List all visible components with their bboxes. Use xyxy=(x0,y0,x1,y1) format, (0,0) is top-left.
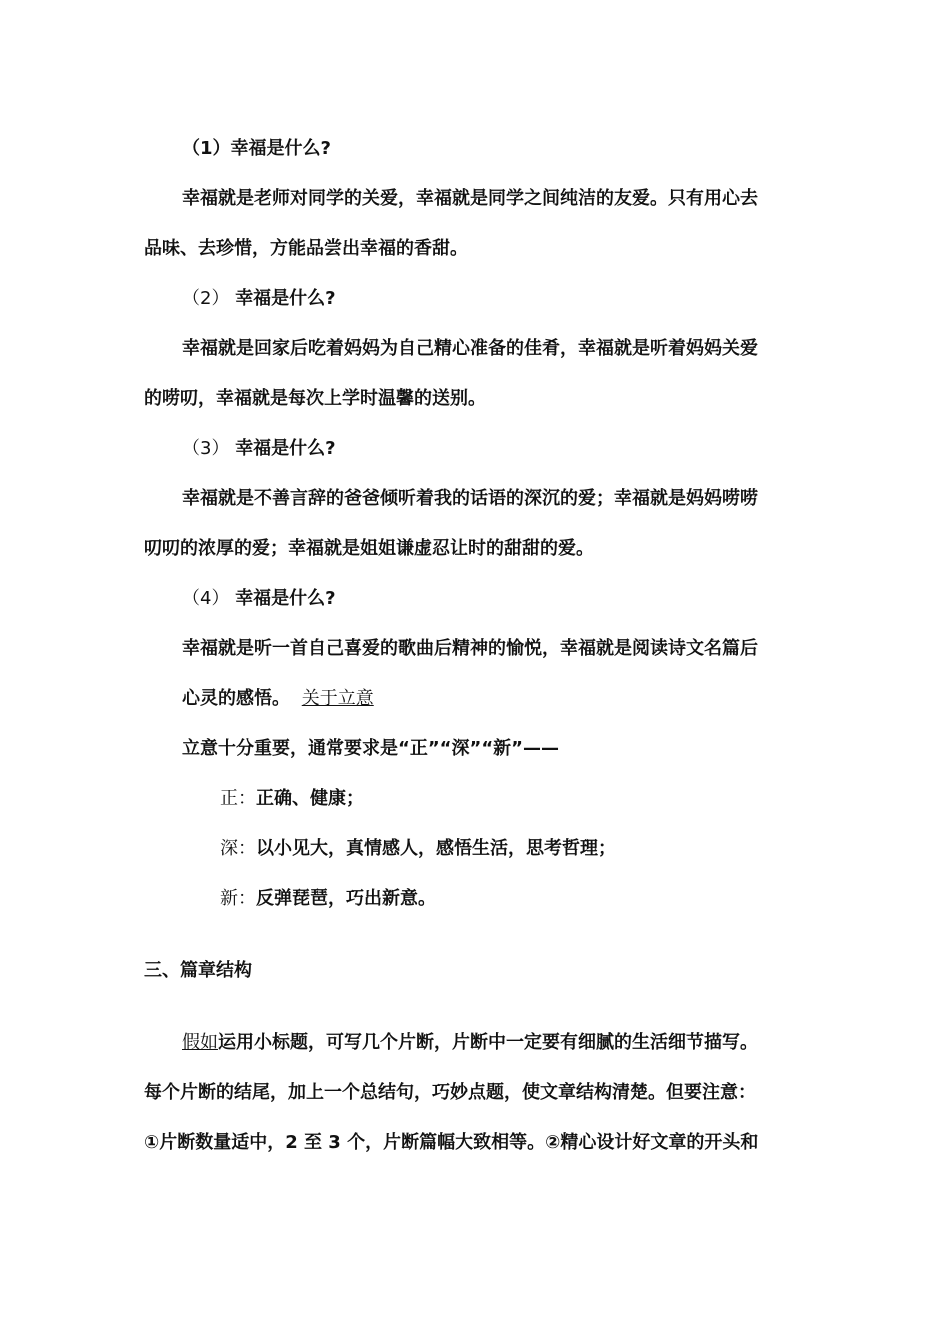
theme-item-zheng xyxy=(220,787,364,811)
structure-link[interactable]: 假如 xyxy=(182,1032,218,1053)
theme-item-text: 反弹琵琶，巧出新意。 xyxy=(256,888,436,909)
question-2 xyxy=(182,287,336,311)
question-4-number: （4） xyxy=(182,588,230,609)
question-3-label: 幸福是什么? xyxy=(235,438,336,459)
theme-item-key: 正： xyxy=(220,788,256,809)
structure-line-1 xyxy=(182,1031,758,1055)
question-4 xyxy=(182,587,336,611)
theme-item-xin xyxy=(220,887,436,911)
theme-item-key: 深： xyxy=(220,838,256,859)
answer-2-line-2: 的唠叨，幸福就是每次上学时温馨的送别。 xyxy=(144,388,486,409)
answer-3-line-1: 幸福就是不善言辞的爸爸倾听着我的话语的深沉的爱；幸福就是妈妈唠唠 xyxy=(182,488,758,509)
section-3-heading: 三、篇章结构 xyxy=(144,960,252,981)
theme-item-key: 新： xyxy=(220,888,256,909)
structure-line-2: 每个片断的结尾，加上一个总结句，巧妙点题，使文章结构清楚。但要注意： xyxy=(144,1082,756,1103)
answer-4-line-2: 心灵的感悟。 xyxy=(182,688,290,709)
structure-line-1-text: 运用小标题，可写几个片断，片断中一定要有细腻的生活细节描写。 xyxy=(218,1032,758,1053)
question-3 xyxy=(182,437,336,461)
question-1: （1）幸福是什么? xyxy=(182,138,331,159)
answer-4-line-1: 幸福就是听一首自己喜爱的歌曲后精神的愉悦，幸福就是阅读诗文名篇后 xyxy=(182,638,758,659)
theme-item-shen xyxy=(220,837,616,861)
question-2-label: 幸福是什么? xyxy=(235,288,336,309)
answer-2-line-1: 幸福就是回家后吃着妈妈为自己精心准备的佳肴，幸福就是听着妈妈关爱 xyxy=(182,338,758,359)
answer-1-line-2: 品味、去珍惜，方能品尝出幸福的香甜。 xyxy=(144,238,468,259)
structure-line-3: ①片断数量适中，2 至 3 个，片断篇幅大致相等。②精心设计好文章的开头和 xyxy=(144,1132,759,1153)
answer-3-line-2: 叨叨的浓厚的爱；幸福就是姐姐谦虚忍让时的甜甜的爱。 xyxy=(144,538,594,559)
answer-1-line-1: 幸福就是老师对同学的关爱，幸福就是同学之间纯洁的友爱。只有用心去 xyxy=(182,188,758,209)
answer-4-line-2-row xyxy=(182,687,374,711)
question-3-number: （3） xyxy=(182,438,230,459)
theme-item-text: 正确、健康； xyxy=(256,788,364,809)
theme-item-text: 以小见大，真情感人，感悟生活，思考哲理； xyxy=(256,838,616,859)
question-4-label: 幸福是什么? xyxy=(235,588,336,609)
question-2-number: （2） xyxy=(182,288,230,309)
theme-link[interactable]: 关于立意 xyxy=(301,688,374,709)
theme-intro: 立意十分重要，通常要求是“正”“深”“新”—— xyxy=(182,738,559,759)
